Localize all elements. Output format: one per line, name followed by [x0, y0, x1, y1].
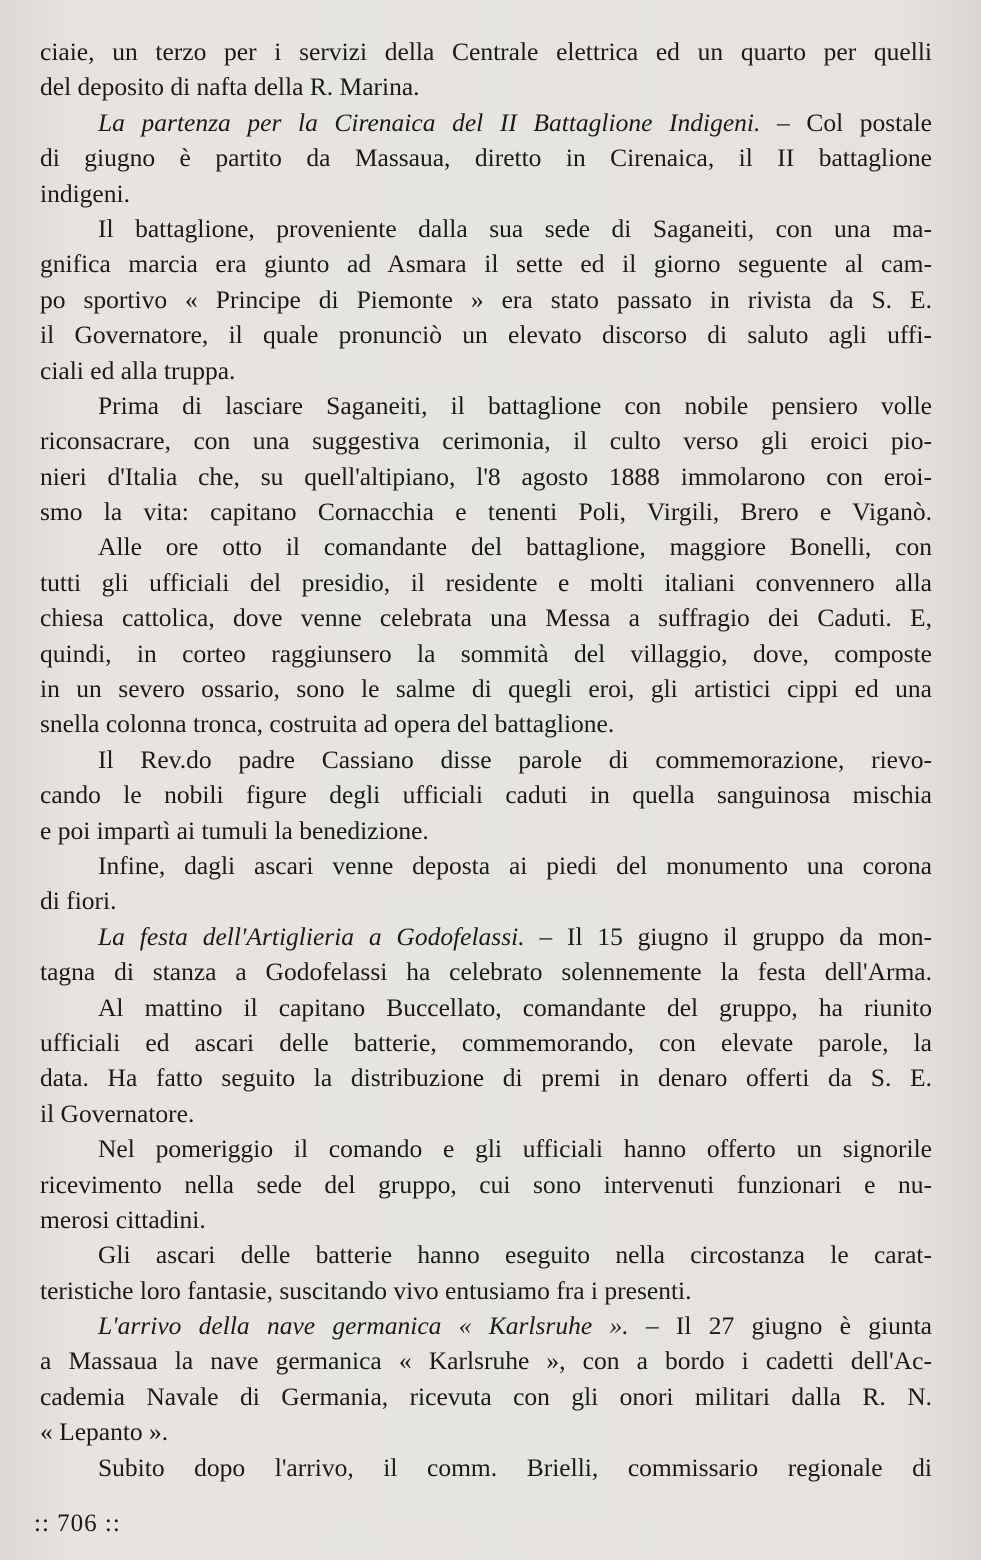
text-line — [40, 990, 932, 1025]
text-line — [40, 69, 932, 104]
line-text: tagna di stanza a Godofelassi ha celebrato solennemente la festa dell'Arma. — [40, 957, 932, 987]
line-text: di fiori. — [40, 886, 117, 916]
line-text: quindi, in corteo raggiunsero la sommità del villaggio, dove, composte — [40, 638, 932, 668]
text-line — [40, 388, 932, 423]
line-text: – Il 27 giugno è giunta — [628, 1311, 932, 1341]
text-line — [40, 1450, 932, 1485]
text-line — [40, 34, 932, 69]
body-text — [40, 34, 932, 1485]
line-text: Il Rev.do padre Cassiano disse parole di commemorazione, rievo- — [98, 744, 932, 774]
line-text: il Governatore. — [40, 1098, 195, 1128]
text-line — [40, 848, 932, 883]
section-heading: La partenza per la Cirenaica del II Battaglione Indigeni. — [98, 107, 761, 137]
text-line — [40, 1060, 932, 1095]
text-line — [40, 1343, 932, 1378]
text-line — [40, 742, 932, 777]
line-text: po sportivo « Principe di Piemonte » era stato passato in rivista da S. E. — [40, 284, 932, 314]
line-text: indigeni. — [40, 178, 130, 208]
text-line — [40, 1379, 932, 1414]
line-text: gnifica marcia era giunto ad Asmara il sette ed il giorno seguente al cam- — [40, 249, 932, 279]
text-line — [40, 1131, 932, 1166]
line-text: il Governatore, il quale pronunciò un elevato discorso di saluto agli uffi- — [40, 320, 932, 350]
text-line — [40, 883, 932, 918]
line-text: data. Ha fatto seguito la distribuzione di premi in denaro offerti da S. E. — [40, 1063, 932, 1093]
line-text: del deposito di nafta della R. Marina. — [40, 72, 420, 102]
line-text: nieri d'Italia che, su quell'altipiano, l'8 agosto 1888 immolarono con eroi- — [40, 461, 932, 491]
line-text: ricevimento nella sede del gruppo, cui sono intervenuti funzionari e nu- — [40, 1169, 932, 1199]
line-text: Al mattino il capitano Buccellato, comandante del gruppo, ha riunito — [98, 992, 932, 1022]
section-heading: La festa dell'Artiglieria a Godofelassi. — [98, 921, 525, 951]
line-text: – Col postale — [760, 107, 932, 137]
line-text: chiesa cattolica, dove venne celebrata una Messa a suffragio dei Caduti. E, — [40, 603, 932, 633]
text-line — [40, 954, 932, 989]
text-line — [40, 494, 932, 529]
line-text: tutti gli ufficiali del presidio, il residente e molti italiani convennero alla — [40, 567, 932, 597]
text-line — [40, 565, 932, 600]
text-line — [40, 211, 932, 246]
text-line — [40, 529, 932, 564]
text-line — [40, 176, 932, 211]
text-line — [40, 105, 932, 140]
line-text: di giugno è partito da Massaua, diretto in Cirenaica, il II battaglione — [40, 143, 932, 173]
text-line — [40, 1273, 932, 1308]
line-text: Subito dopo l'arrivo, il comm. Brielli, commissario regionale di — [98, 1452, 932, 1482]
line-text: Infine, dagli ascari venne deposta ai piedi del monumento una corona — [98, 850, 932, 880]
text-line — [40, 919, 932, 954]
line-text: in un severo ossario, sono le salme di quegli eroi, gli artistici cippi ed una — [40, 674, 932, 704]
text-line — [40, 777, 932, 812]
line-text: ufficiali ed ascari delle batterie, commemorando, con elevate parole, la — [40, 1027, 932, 1057]
line-text: merosi cittadini. — [40, 1204, 206, 1234]
text-line — [40, 636, 932, 671]
text-line — [40, 1237, 932, 1272]
text-line — [40, 671, 932, 706]
line-text: – Il 15 giugno il gruppo da mon- — [524, 921, 932, 951]
line-text: ciaie, un terzo per i servizi della Centrale elettrica ed un quarto per quelli — [40, 37, 932, 66]
line-text: a Massaua la nave germanica « Karlsruhe », con a bordo i cadetti dell'Ac- — [40, 1346, 932, 1376]
line-text: e poi impartì ai tumuli la benedizione. — [40, 815, 429, 845]
text-line — [40, 282, 932, 317]
line-text: Alle ore otto il comandante del battaglione, maggiore Bonelli, con — [98, 532, 932, 562]
line-text: Gli ascari delle batterie hanno eseguito nella circostanza le carat- — [98, 1240, 932, 1270]
text-line — [40, 1096, 932, 1131]
line-text: Prima di lasciare Saganeiti, il battaglione con nobile pensiero volle — [98, 390, 932, 420]
line-text: teristiche loro fantasie, suscitando vivo entusiamo fra i presenti. — [40, 1275, 692, 1305]
text-line — [40, 246, 932, 281]
text-line — [40, 353, 932, 388]
text-line — [40, 813, 932, 848]
text-line — [40, 706, 932, 741]
line-text: Nel pomeriggio il comando e gli ufficiali hanno offerto un signorile — [98, 1134, 932, 1164]
text-line — [40, 1167, 932, 1202]
text-line — [40, 140, 932, 175]
text-line — [40, 600, 932, 635]
line-text: cademia Navale di Germania, ricevuta con gli onori militari dalla R. N. — [40, 1381, 932, 1411]
line-text: riconsacrare, con una suggestiva cerimonia, il culto verso gli eroici pio- — [40, 426, 932, 456]
line-text: snella colonna tronca, costruita ad opera del battaglione. — [40, 709, 615, 739]
line-text: Il battaglione, proveniente dalla sua sede di Saganeiti, con una ma- — [98, 213, 932, 243]
text-line — [40, 1414, 932, 1449]
page-number: :: 706 :: — [34, 1510, 121, 1537]
text-line — [40, 317, 932, 352]
section-heading: L'arrivo della nave germanica « Karlsruhe ». — [98, 1311, 629, 1341]
text-line — [40, 1025, 932, 1060]
text-line — [40, 423, 932, 458]
line-text: « Lepanto ». — [40, 1417, 169, 1447]
text-line — [40, 1308, 932, 1343]
text-line — [40, 1202, 932, 1237]
line-text: ciali ed alla truppa. — [40, 355, 236, 385]
line-text: cando le nobili figure degli ufficiali caduti in quella sanguinosa mischia — [40, 780, 932, 810]
text-line — [40, 459, 932, 494]
line-text: smo la vita: capitano Cornacchia e tenenti Poli, Virgili, Brero e Viganò. — [40, 497, 932, 527]
